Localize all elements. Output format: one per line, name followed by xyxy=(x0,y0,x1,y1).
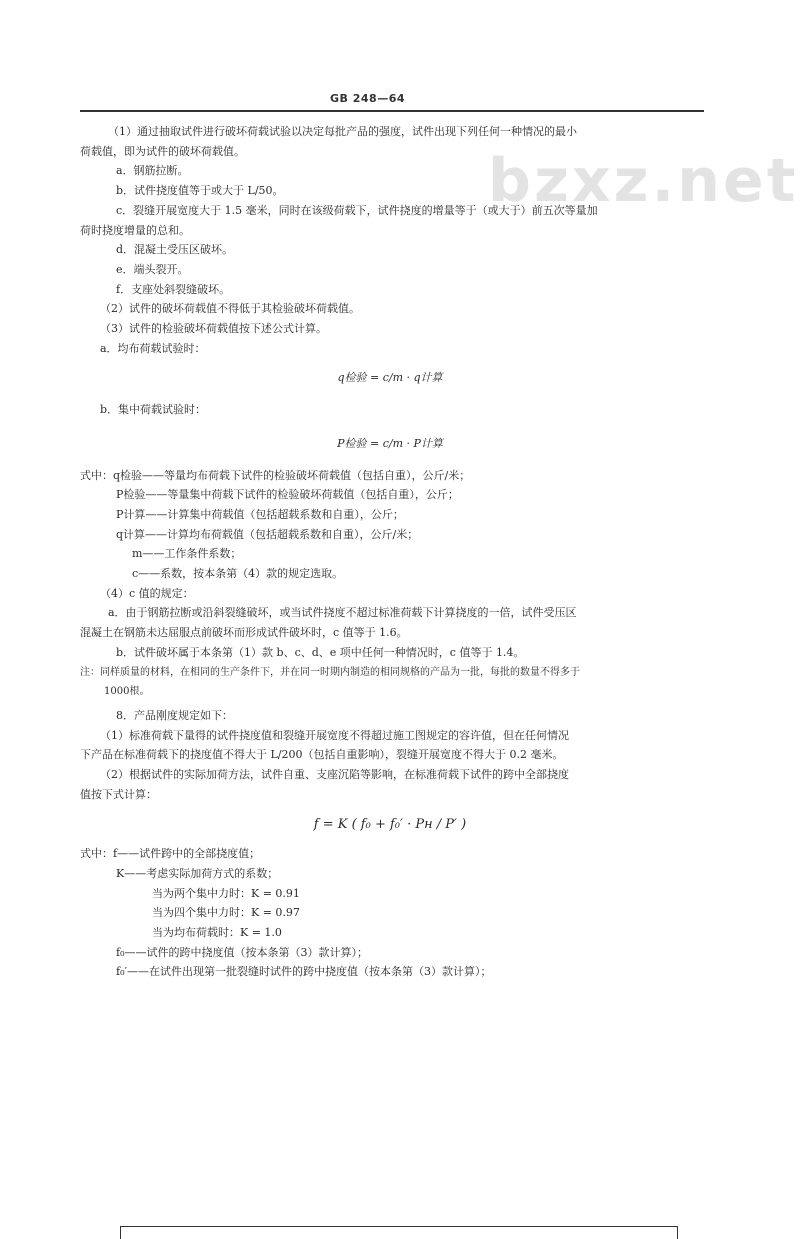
footer-frame xyxy=(120,1226,678,1239)
note-line: 注：同样质量的材料，在相同的生产条件下，并在同一时期内制造的相同规格的产品为一批，每批的数量不得多于 xyxy=(80,666,580,678)
text-line: （4）c 值的规定： xyxy=(100,586,194,600)
text-line: f₀——试件的跨中挠度值（按本条第（3）款计算）； xyxy=(116,945,368,959)
text-line: （3）试件的检验破坏荷载值按下述公式计算。 xyxy=(100,322,327,336)
text-line: 当为两个集中力时：K = 0.91 xyxy=(152,886,300,900)
section-heading: 8．产品刚度规定如下： xyxy=(116,708,233,722)
text-line: K——考虑实际加荷方式的系数； xyxy=(116,866,279,880)
text-line: （2）试件的破坏荷载值不得低于其检验破坏荷载值。 xyxy=(100,302,360,316)
text-line: P检验——等量集中荷载下试件的检验破坏荷载值（包括自重），公斤； xyxy=(116,488,459,502)
text-line: c——系数，按本条第（4）款的规定选取。 xyxy=(132,567,344,581)
document-body xyxy=(80,122,700,982)
text-line: f₀′——在试件出现第一批裂缝时试件的跨中挠度值（按本条第（3）款计算）； xyxy=(116,965,492,979)
formula-deflection: f = K ( f₀ + f₀′ · Pн / P′ ) xyxy=(313,816,467,832)
text-line: d．混凝土受压区破坏。 xyxy=(116,243,234,257)
text-line: （1）通过抽取试件进行破坏荷载试验以决定每批产品的强度，试件出现下列任何一种情况的最小 xyxy=(108,125,577,138)
text-line: 荷载值，即为试件的破坏荷载值。 xyxy=(80,144,245,158)
header-rule xyxy=(80,110,704,112)
formula-uniform-load: q检验 = c/m · q计算 xyxy=(337,371,443,385)
text-line: b．试件破坏属于本条第（1）款 b、c、d、e 项中任何一种情况时，c 值等于 1.4。 xyxy=(116,645,525,659)
text-line: 当为四个集中力时：K = 0.97 xyxy=(152,906,300,920)
text-line: f．支座处斜裂缝破坏。 xyxy=(116,282,231,296)
formula-concentrated-load: P检验 = c/m · P计算 xyxy=(337,436,443,450)
text-line: m——工作条件系数； xyxy=(132,547,242,561)
note-line: 1000根。 xyxy=(104,686,150,698)
text-line: 混凝土在钢筋未达屈服点前破坏而形成试件破坏时，c 值等于 1.6。 xyxy=(80,626,408,640)
watermark: bzxz.net xyxy=(488,146,799,216)
text-line: a．均布荷载试验时： xyxy=(100,341,206,355)
text-line: 荷时挠度增量的总和。 xyxy=(80,223,190,237)
text-line: a．钢筋拉断。 xyxy=(116,164,189,178)
text-line: b．集中荷载试验时： xyxy=(100,403,207,417)
text-line: c．裂缝开展宽度大于 1.5 毫米，同时在该级荷载下，试件挠度的增量等于（或大于）前五次等量加 xyxy=(116,203,598,217)
text-line: 式中：f——试件跨中的全部挠度值； xyxy=(80,847,261,861)
text-line: 下产品在标准荷载下的挠度值不得大于 L/200（包括自重影响），裂缝开展宽度不得大于 0.2 毫米。 xyxy=(80,748,564,762)
text-line: （1）标准荷载下量得的试件挠度值和裂缝开展宽度不得超过施工图规定的容许值，但在任何情况 xyxy=(100,728,569,742)
text-line: （2）根据试件的实际加荷方法，试件自重、支座沉陷等影响，在标准荷载下试件的跨中全部挠度 xyxy=(100,768,569,782)
text-line: e．端头裂开。 xyxy=(116,262,189,276)
standard-code-header: GB 248—64 xyxy=(330,92,406,105)
text-line: 当为均布荷载时：K = 1.0 xyxy=(152,926,282,940)
text-line: q计算——计算均布荷载值（包括超载系数和自重），公斤/米； xyxy=(116,527,419,541)
text-line: a．由于钢筋拉断或沿斜裂缝破坏，或当试件挠度不超过标准荷载下计算挠度的一倍，试件受压区 xyxy=(108,606,577,620)
text-line: b．试件挠度值等于或大于 L/50。 xyxy=(116,184,284,198)
text-line: 式中：q检验——等量均布荷载下试件的检验破坏荷载值（包括自重），公斤/米； xyxy=(80,468,471,482)
text-line: 值按下式计算： xyxy=(80,787,157,801)
text-line: P计算——计算集中荷载值（包括超载系数和自重），公斤； xyxy=(116,507,404,521)
